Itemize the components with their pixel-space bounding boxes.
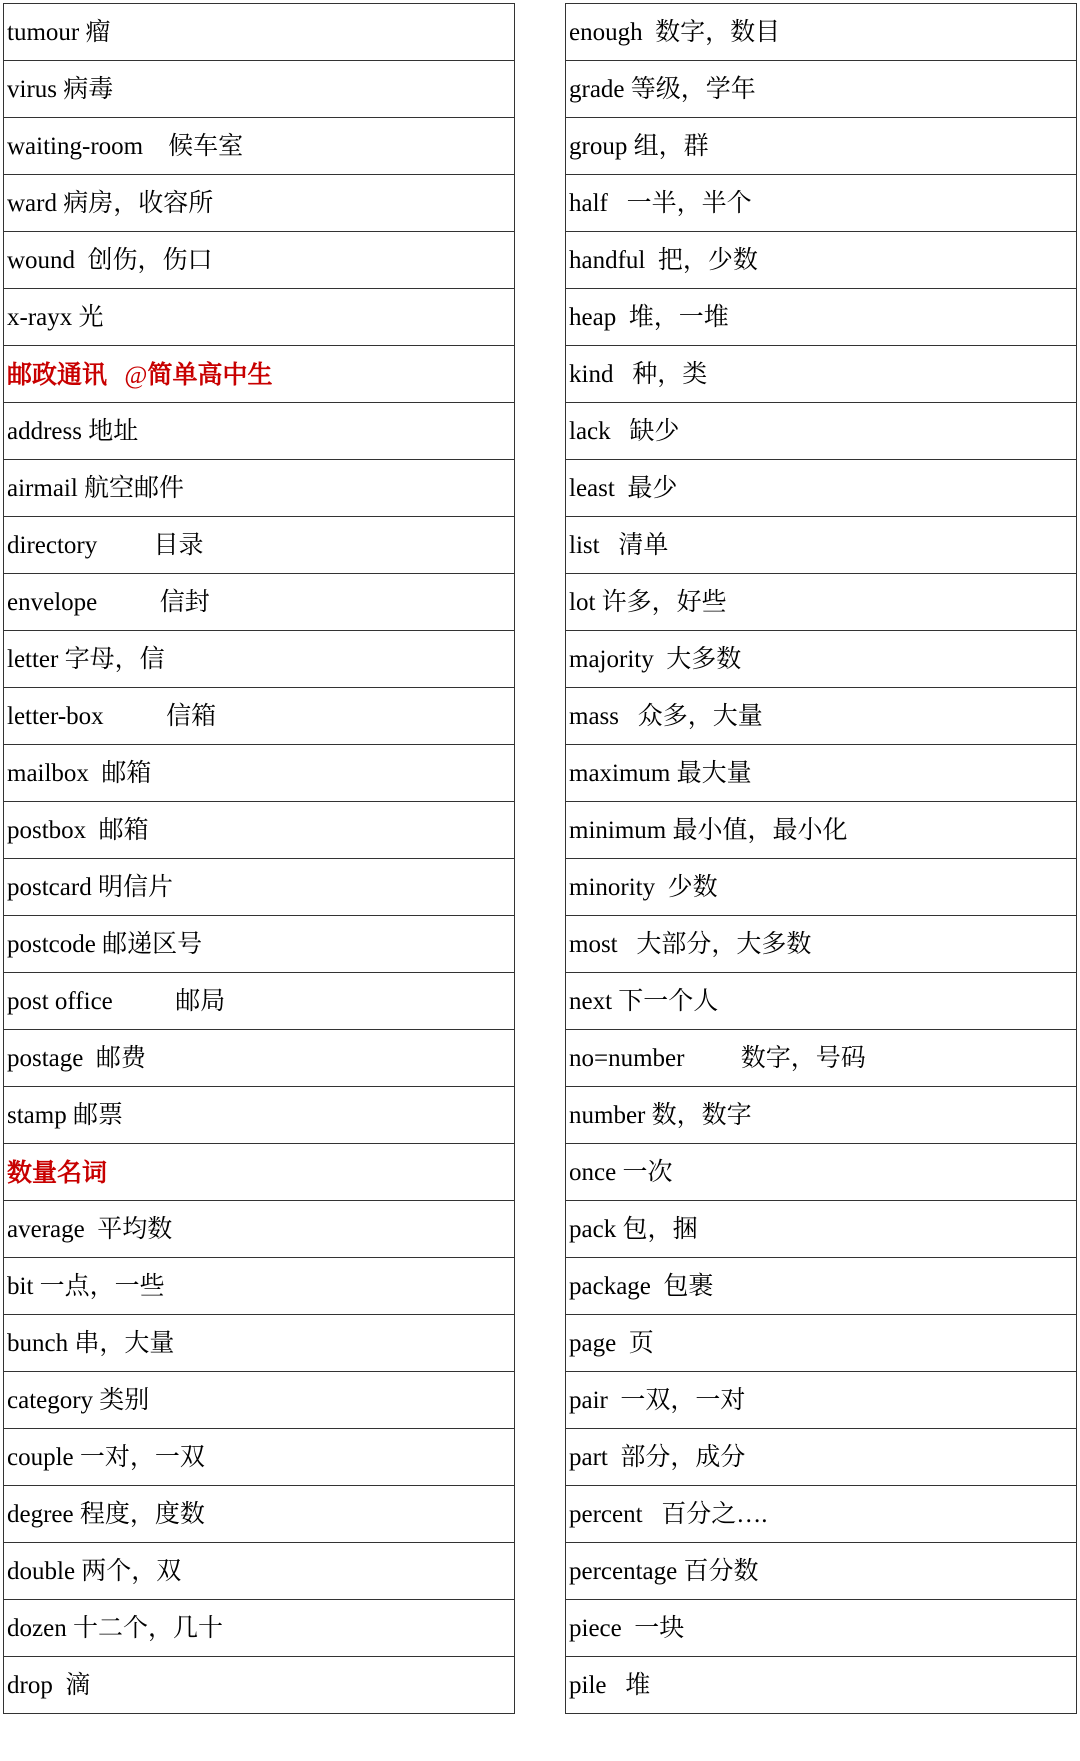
vocab-entry: lack 缺少 xyxy=(569,418,680,445)
table-row xyxy=(566,802,1077,859)
section-heading-postal xyxy=(4,346,515,403)
table-row xyxy=(566,232,1077,289)
vocab-cell xyxy=(566,1087,1077,1144)
vocab-entry: minority 少数 xyxy=(569,874,718,901)
table-row xyxy=(566,1201,1077,1258)
table-row xyxy=(4,1030,515,1087)
vocab-cell xyxy=(4,1543,515,1600)
section-heading-text: 数量名词 xyxy=(7,1158,108,1187)
vocab-entry: minimum 最小值，最小化 xyxy=(569,817,848,844)
table-row xyxy=(4,688,515,745)
vocab-cell xyxy=(566,574,1077,631)
vocab-entry: percentage 百分数 xyxy=(569,1558,759,1585)
vocab-cell xyxy=(566,1429,1077,1486)
table-row xyxy=(4,403,515,460)
vocab-cell xyxy=(4,1315,515,1372)
table-row xyxy=(566,517,1077,574)
vocab-cell xyxy=(4,916,515,973)
table-row xyxy=(566,1600,1077,1657)
vocab-entry: letter 字母，信 xyxy=(7,646,165,673)
vocab-entry: waiting-room 候车室 xyxy=(7,133,244,160)
vocab-cell xyxy=(4,1258,515,1315)
table-row xyxy=(566,574,1077,631)
vocab-entry: tumour 瘤 xyxy=(7,19,111,46)
vocab-entry: page 页 xyxy=(569,1330,654,1357)
table-row xyxy=(4,517,515,574)
vocab-entry: maximum 最大量 xyxy=(569,760,752,787)
vocab-cell xyxy=(4,118,515,175)
vocab-cell xyxy=(4,1657,515,1714)
vocab-entry: directory 目录 xyxy=(7,532,204,559)
table-row xyxy=(566,1372,1077,1429)
vocab-entry: pair 一双，一对 xyxy=(569,1387,746,1414)
vocab-entry: enough 数字，数目 xyxy=(569,19,781,46)
vocab-entry: category 类别 xyxy=(7,1387,150,1414)
vocab-cell xyxy=(566,61,1077,118)
vocab-entry: wound 创伤，伤口 xyxy=(7,247,213,274)
vocab-entry: postbox 邮箱 xyxy=(7,817,149,844)
vocab-entry: bit 一点，一些 xyxy=(7,1273,165,1300)
vocab-entry: pile 堆 xyxy=(569,1672,651,1699)
table-row xyxy=(4,1315,515,1372)
vocab-entry: pack 包，捆 xyxy=(569,1216,698,1243)
at-sign: @ xyxy=(124,361,148,389)
vocab-cell xyxy=(4,688,515,745)
vocab-cell xyxy=(4,631,515,688)
table-row xyxy=(566,973,1077,1030)
section-heading-quantity-nouns xyxy=(4,1144,515,1201)
table-row xyxy=(4,916,515,973)
vocab-cell xyxy=(566,745,1077,802)
table-row xyxy=(4,1600,515,1657)
vocab-cell xyxy=(4,802,515,859)
section-heading-text xyxy=(7,358,272,391)
table-row xyxy=(4,745,515,802)
table-row xyxy=(4,859,515,916)
vocab-cell xyxy=(4,1486,515,1543)
vocab-cell xyxy=(4,403,515,460)
vocab-table-left-body xyxy=(4,4,515,1714)
vocab-entry: handful 把，少数 xyxy=(569,247,758,274)
vocab-entry: group 组，群 xyxy=(569,133,709,160)
table-row xyxy=(4,1372,515,1429)
section-heading-title: 邮政通讯 xyxy=(7,359,125,389)
vocab-entry: ward 病房，收容所 xyxy=(7,190,214,217)
table-row xyxy=(566,289,1077,346)
vocab-cell xyxy=(566,1144,1077,1201)
table-row xyxy=(566,1657,1077,1714)
vocab-entry: kind 种，类 xyxy=(569,361,708,388)
vocab-cell xyxy=(4,175,515,232)
table-row xyxy=(4,631,515,688)
vocab-cell xyxy=(4,1201,515,1258)
vocab-cell xyxy=(4,460,515,517)
vocab-entry: x-rayx 光 xyxy=(7,304,104,331)
vocab-entry: dozen 十二个，几十 xyxy=(7,1615,223,1642)
table-row xyxy=(566,1315,1077,1372)
vocab-cell xyxy=(4,232,515,289)
table-row xyxy=(4,118,515,175)
section-heading-row xyxy=(4,346,515,403)
table-row xyxy=(566,859,1077,916)
vocab-cell xyxy=(4,1600,515,1657)
vocab-cell xyxy=(566,1543,1077,1600)
vocab-cell xyxy=(4,1030,515,1087)
vocab-entry: percent 百分之…. xyxy=(569,1501,768,1528)
vocab-cell xyxy=(4,973,515,1030)
vocab-table-left xyxy=(3,3,515,1714)
vocab-entry: most 大部分，大多数 xyxy=(569,931,812,958)
vocab-entry: mass 众多，大量 xyxy=(569,703,763,730)
vocab-cell xyxy=(4,4,515,61)
vocab-entry: postcode 邮递区号 xyxy=(7,931,203,958)
vocab-cell xyxy=(566,1600,1077,1657)
vocab-cell xyxy=(566,1657,1077,1714)
table-row xyxy=(4,61,515,118)
vocab-cell xyxy=(566,118,1077,175)
table-row xyxy=(566,745,1077,802)
table-row xyxy=(566,346,1077,403)
vocab-entry: half 一半，半个 xyxy=(569,190,752,217)
table-row xyxy=(4,802,515,859)
vocab-entry: average 平均数 xyxy=(7,1216,173,1243)
table-row xyxy=(4,1429,515,1486)
vocab-entry: envelope 信封 xyxy=(7,589,210,616)
vocab-cell xyxy=(566,1486,1077,1543)
table-row xyxy=(566,1144,1077,1201)
vocab-cell xyxy=(4,745,515,802)
table-row xyxy=(566,916,1077,973)
vocab-cell xyxy=(566,916,1077,973)
vocab-entry: no=number 数字，号码 xyxy=(569,1045,866,1072)
table-row xyxy=(566,460,1077,517)
vocab-entry: airmail 航空邮件 xyxy=(7,475,185,502)
table-row xyxy=(4,1543,515,1600)
table-row xyxy=(566,175,1077,232)
table-row xyxy=(4,1258,515,1315)
table-row xyxy=(566,403,1077,460)
vocab-entry: couple 一对，一双 xyxy=(7,1444,205,1471)
table-row xyxy=(4,1087,515,1144)
vocab-cell xyxy=(566,1372,1077,1429)
table-row xyxy=(566,4,1077,61)
table-row xyxy=(566,688,1077,745)
vocab-cell xyxy=(566,517,1077,574)
vocab-cell xyxy=(566,4,1077,61)
vocab-entry: address 地址 xyxy=(7,418,139,445)
vocab-entry: number 数，数字 xyxy=(569,1102,752,1129)
table-row xyxy=(566,631,1077,688)
vocab-entry: drop 滴 xyxy=(7,1672,91,1699)
table-row xyxy=(4,460,515,517)
table-row xyxy=(4,232,515,289)
vocab-cell xyxy=(566,859,1077,916)
vocab-entry: once 一次 xyxy=(569,1159,673,1186)
vocab-cell xyxy=(4,1429,515,1486)
vocab-entry: least 最少 xyxy=(569,475,678,502)
vocab-entry: degree 程度，度数 xyxy=(7,1501,205,1528)
vocab-cell xyxy=(566,1258,1077,1315)
vocab-cell xyxy=(4,517,515,574)
vocab-cell xyxy=(4,1372,515,1429)
vocab-entry: stamp 邮票 xyxy=(7,1102,123,1129)
vocab-entry: heap 堆，一堆 xyxy=(569,304,729,331)
table-row xyxy=(566,118,1077,175)
vocab-entry: lot 许多，好些 xyxy=(569,589,727,616)
vocab-cell xyxy=(566,403,1077,460)
vocab-entry: double 两个，双 xyxy=(7,1558,182,1585)
table-row xyxy=(4,1657,515,1714)
vocab-entry: grade 等级，学年 xyxy=(569,76,756,103)
vocab-cell xyxy=(4,574,515,631)
table-row xyxy=(566,1486,1077,1543)
vocab-cell xyxy=(566,631,1077,688)
vocab-entry: list 清单 xyxy=(569,532,669,559)
table-row xyxy=(566,61,1077,118)
table-row xyxy=(4,175,515,232)
table-row xyxy=(4,1486,515,1543)
section-heading-watermark: 简单高中生 xyxy=(147,359,273,389)
vocab-table-right-body xyxy=(566,4,1077,1714)
vocab-cell xyxy=(4,289,515,346)
table-row xyxy=(4,574,515,631)
vocab-entry: package 包裹 xyxy=(569,1273,714,1300)
table-row xyxy=(566,1543,1077,1600)
vocab-entry: next 下一个人 xyxy=(569,988,719,1015)
vocab-cell xyxy=(4,1087,515,1144)
vocab-entry: post office 邮局 xyxy=(7,988,226,1015)
vocab-cell xyxy=(566,1201,1077,1258)
vocab-entry: majority 大多数 xyxy=(569,646,742,673)
table-row xyxy=(4,1201,515,1258)
table-row xyxy=(566,1258,1077,1315)
vocab-cell xyxy=(4,61,515,118)
vocab-cell xyxy=(566,973,1077,1030)
vocab-cell xyxy=(4,859,515,916)
vocab-entry: virus 病毒 xyxy=(7,76,114,103)
vocab-cell xyxy=(566,346,1077,403)
vocab-cell xyxy=(566,1315,1077,1372)
vocab-entry: postage 邮费 xyxy=(7,1045,146,1072)
table-row xyxy=(566,1030,1077,1087)
table-row xyxy=(566,1087,1077,1144)
vocab-cell xyxy=(566,289,1077,346)
vocab-cell xyxy=(566,460,1077,517)
vocab-entry: mailbox 邮箱 xyxy=(7,760,152,787)
table-row xyxy=(4,4,515,61)
table-row xyxy=(566,1429,1077,1486)
vocab-entry: letter-box 信箱 xyxy=(7,703,217,730)
vocab-cell xyxy=(566,802,1077,859)
vocab-cell xyxy=(566,232,1077,289)
vocab-entry: part 部分，成分 xyxy=(569,1444,746,1471)
vocab-cell xyxy=(566,175,1077,232)
table-row xyxy=(4,973,515,1030)
vocab-entry: bunch 串，大量 xyxy=(7,1330,175,1357)
table-row xyxy=(4,289,515,346)
vocab-cell xyxy=(566,1030,1077,1087)
section-heading-row xyxy=(4,1144,515,1201)
vocab-entry: postcard 明信片 xyxy=(7,874,173,901)
vocab-table-right xyxy=(565,3,1077,1714)
vocab-entry: piece 一块 xyxy=(569,1615,685,1642)
vocab-cell xyxy=(566,688,1077,745)
